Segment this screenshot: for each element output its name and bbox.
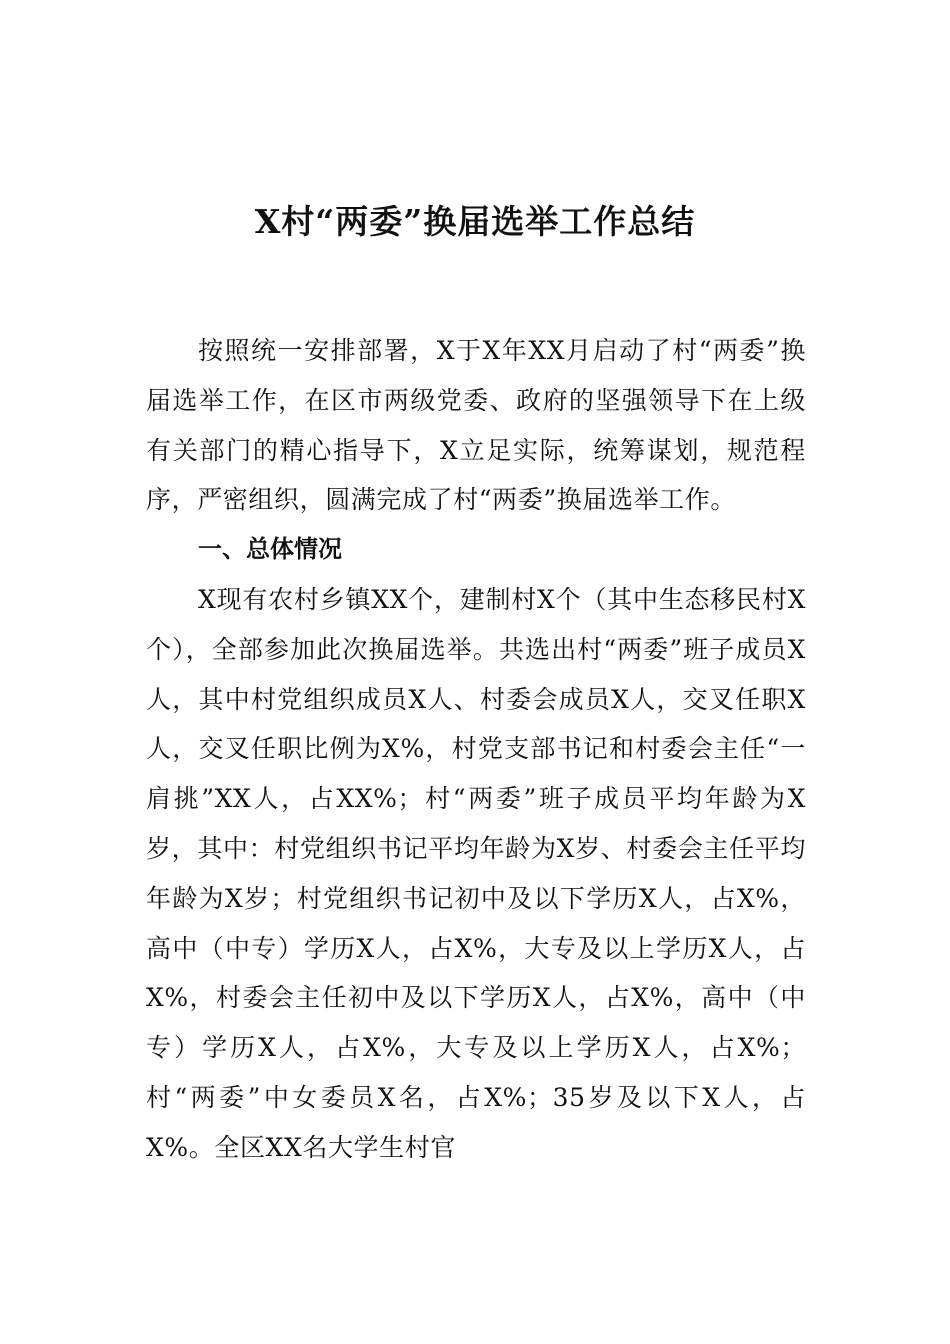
document-title: X村“两委”换届选举工作总结 [254,202,696,242]
document-body [146,326,806,1173]
intro-paragraph: 按照统一安排部署，X于X年XX月启动了村“两委”换届选举工作，在区市两级党委、政府的坚强领导下在上级有关部门的精心指导下，X立足实际，统筹谋划，规范程序，严密组织，圆满完成了村“两委”换届选举工作。 [146,336,806,515]
overview-paragraph: X现有农村乡镇XX个，建制村X个（其中生态移民村X个），全部参加此次换届选举。共选出村“两委”班子成员X人，其中村党组织成员X人、村委会成员X人，交叉任职X人，交叉任职比例为X%，村党支部书记和村委会主任“一肩挑”XX人，占XX%；村“两委”班子成员平均年龄为X岁，其中：村党组织书记平均年龄为X岁、村委会主任平均年龄为X岁；村党组织书记初中及以下学历X人，占X%，高中（中专）学历X人，占X%，大专及以上学历X人，占X%，村委会主任初中及以下学历X人，占X%，高中（中专）学历X人，占X%，大专及以上学历X人，占X%；村“两委”中女委员X名，占X%；35岁及以下X人，占X%。全区XX名大学生村官 [146,584,806,1162]
section-heading-overview: 一、总体情况 [198,535,342,564]
